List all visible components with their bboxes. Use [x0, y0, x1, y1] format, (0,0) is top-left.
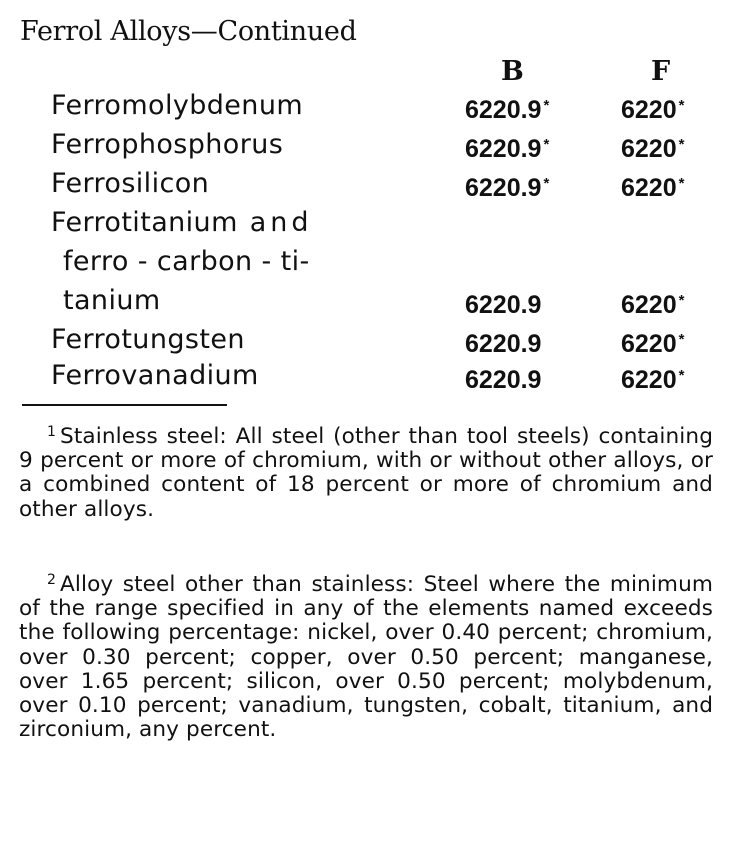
table-row [0, 358, 730, 396]
footnote-text: Stainless steel: All steel (other than tool steels) containing 9 percent or more of chromium, with or without other alloys, or a combined content of 18 percent or more of chromium and other alloys. [19, 424, 713, 522]
footnote-text: Alloy steel other than stainless: Steel where the minimum of the range specified in any of the elements named exceeds the following percentage: nickel, over 0.40 percent; chromium, over 0.30 percent; copper, over 0.50 percent; manganese, over 1.65 percent; silicon, over 0.50 percent; molybdenum, over 0.10 percent; vanadium, tungsten, cobalt, titanium, and zirconium, any percent. [19, 572, 713, 743]
table-row [0, 88, 730, 126]
value-f: 6220 * [621, 291, 685, 319]
value-b: 6220.9 * [465, 96, 550, 124]
alloy-name-line-3: tanium [63, 285, 161, 316]
table-row [0, 166, 730, 204]
column-header-b: B [501, 56, 524, 87]
value-b: 6220.9 [465, 366, 542, 394]
table-row [0, 205, 730, 243]
alloy-name-line-2: ferro - carbon - ti- [63, 246, 310, 277]
value-b: 6220.9 * [465, 135, 550, 163]
table-row-continuation [0, 283, 730, 321]
alloy-name: Ferrophosphorus [51, 129, 284, 160]
value-f: 6220 * [621, 330, 685, 358]
value-b: 6220.9 * [465, 174, 550, 202]
section-heading: Ferrol Alloys—Continued [20, 16, 357, 47]
footnote-mark: 2 [47, 572, 57, 588]
alloy-name: Ferrovanadium [51, 360, 259, 391]
value-b: 6220.9 [465, 330, 542, 358]
value-b: 6220.9 [465, 291, 542, 319]
column-header-f: F [651, 56, 671, 87]
value-f: 6220 * [621, 96, 685, 124]
footnote-1 [19, 420, 713, 522]
table-row-continuation [0, 244, 730, 282]
alloy-name: Ferrotungsten [51, 324, 245, 355]
table-row [0, 127, 730, 165]
value-f: 6220 * [621, 135, 685, 163]
footnote-divider [22, 404, 227, 406]
value-f: 6220 * [621, 174, 685, 202]
footnote-mark: 1 [47, 424, 57, 440]
footnote-2 [19, 568, 713, 742]
alloy-name: Ferromolybdenum [51, 90, 304, 121]
alloy-name: Ferrosilicon [51, 168, 210, 199]
table-row [0, 322, 730, 360]
value-f: 6220 * [621, 366, 685, 394]
alloy-name-line-1: Ferrotitanium and [51, 207, 313, 238]
